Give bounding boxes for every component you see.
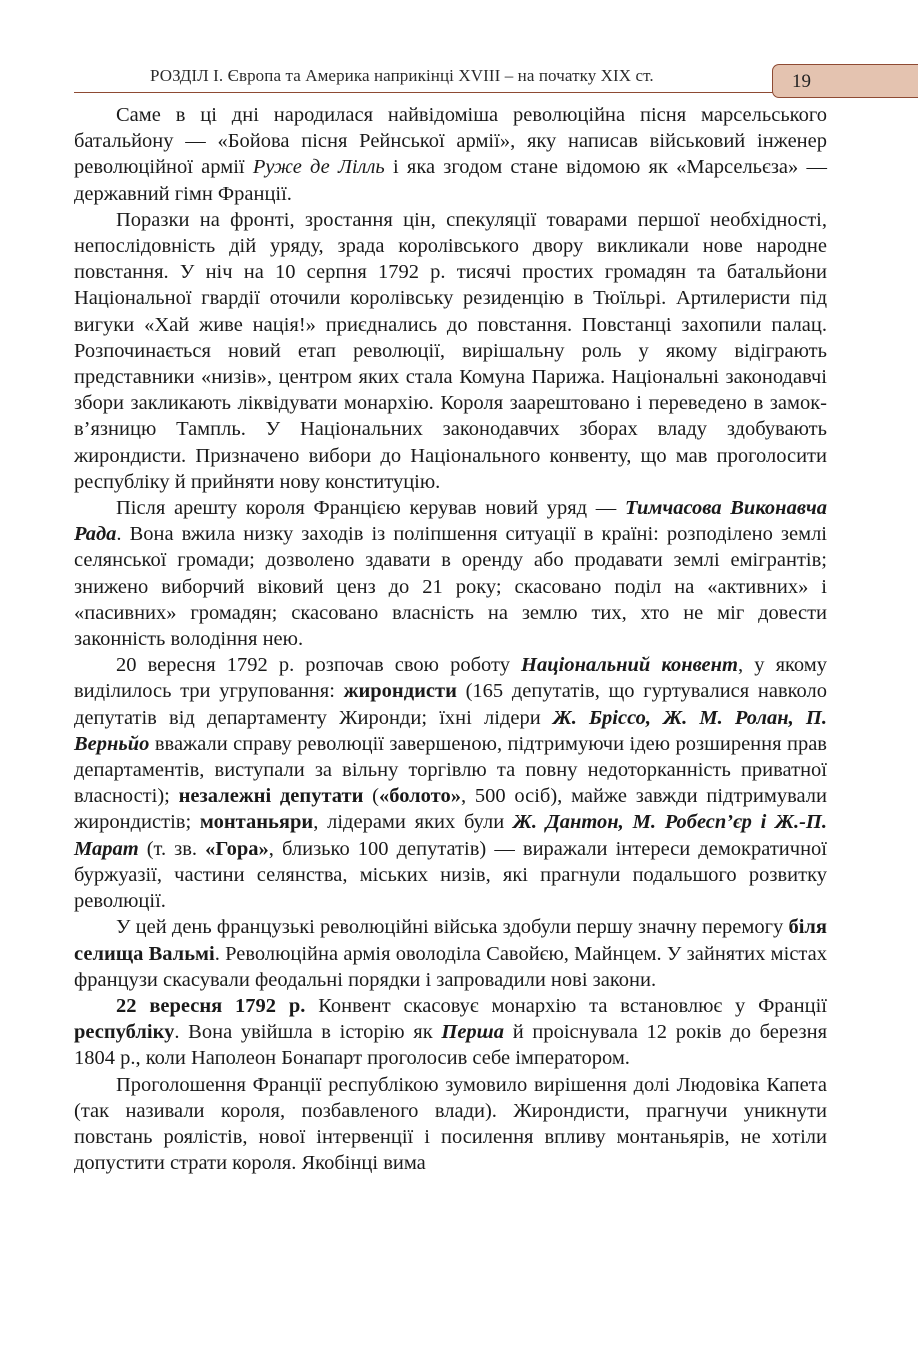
key-term: Національний конвент [521, 654, 738, 677]
key-term: «болото» [378, 785, 461, 808]
text-run: . Революційна армія оволоділа Савойєю, Майнцем. У зайнятих містах французи скасували феодальні порядки і запровадили нові закони. [74, 942, 827, 991]
text-run: , 500 осіб), майже завжди підтримували жирондистів; [74, 785, 827, 834]
text-run: Конвент скасовує монархію та встановлює у Франції [305, 994, 827, 1017]
text-run: Після арешту короля Францією керував новий уряд — [116, 497, 625, 520]
key-date: 22 вересня 1792 р. [116, 994, 306, 1017]
key-term: Перша [441, 1021, 505, 1044]
page-number: 19 [792, 71, 811, 92]
text-run: , у якому виділилось три угруповання: [74, 654, 827, 703]
key-names: Ж. Бріссо, Ж. М. Ролан, П. Верньйо [74, 706, 827, 755]
text-run: (165 депутатів, що гуртувалися навколо депутатів від департаменту Жиронди; їхні лідери [74, 680, 828, 729]
text-run: У цей день французькі революційні війська здобули першу значну перемогу [116, 916, 789, 939]
text-run: Проголошення Франції республікою зумовило вирішення долі Людовіка Капета (так називали короля, позбавленого влади). Жирондисти, прагнучи уникнути повстань роялістів, нової інтервенції і посилення впливу монтаньярів, не хотіли допустити страти короля. Якобінці вима [74, 1073, 827, 1175]
text-run: , лідерами яких були [313, 811, 514, 834]
paragraph [74, 1072, 827, 1177]
text-run: , близько 100 депутатів) — виражали інтереси демократичної буржуазії, частини селянства, міських низів, які прагнули подальшого розвитку революції. [74, 837, 827, 913]
text-run: 20 вересня 1792 р. розпочав свою роботу [116, 654, 522, 677]
paragraph [74, 207, 827, 495]
text-run: ( [363, 785, 379, 808]
text-run: вважали справу революції завершеною, підтримуючи ідею розширення прав департаментів, виступали за вільну торгівлю та повну недоторканність приватної власності); [74, 732, 827, 808]
paragraph [74, 102, 827, 207]
text-run: Поразки на фронті, зростання цін, спекуляції товарами першої необхідності, непослідовність дій уряду, зрада королівського двору викликали нове народне повстання. У ніч на 10 серпня 1792 р. тисячі простих громадян та батальйони Національної гвардії оточили королівську резиденцію в Тюїльрі. Артилеристи під вигуки «Хай живе нація!» приєднались до повстання. Повстанці захопили палац. Розпочинається новий етап революції, вирішальну роль у якому відіграють представники «низів», центром яких стала Комуна Парижа. Національні законодавчі збори закликають ліквідувати монархію. Короля заарештовано і переведено в замок-в’язницю Тампль. У Національних законодавчих зборах владу здобувають жирондисти. Призначено вибори до Національного конвенту, що мав проголосити республіку й прийняти нову конституцію. [74, 208, 827, 493]
text-run: й проіснувала 12 років до березня 1804 р., коли Наполеон Бонапарт проголосив себе імператором. [74, 1021, 827, 1070]
paragraph [74, 495, 827, 652]
page-header [0, 0, 918, 100]
key-term: Тимчасова Виконавча Рада [74, 497, 827, 546]
paragraph [74, 652, 827, 914]
italic-name: Руже де Лілль [252, 156, 385, 179]
paragraph [74, 993, 827, 1072]
key-term: жирондисти [343, 680, 457, 703]
text-run: (т. зв. [138, 837, 206, 860]
text-run: Саме в ці дні народилася найвідоміша революційна пісня марсельського батальйону — «Бойова пісня Рейнської армії», яку написав військовий інженер революційної армії [74, 104, 827, 179]
header-rule [74, 92, 780, 93]
text-run: . Вона вжила низку заходів із поліпшення ситуації в країні: розподілено землі селянської громади; дозволено здавати в оренду або продавати землі емігрантів; знижено виборчий віковий ценз до 21 року; скасовано поділ на «активних» і «пасивних» громадян; скасовано власність на землю тих, хто не міг довести законність володіння нею. [74, 523, 827, 651]
key-term: «Гора» [205, 837, 269, 860]
text-run: і яка згодом стане відомою як «Марсельєза» — державний гімн Франції. [74, 156, 827, 205]
key-term: незалежні депутати [178, 785, 364, 808]
key-names: Ж. Дантон, М. Робесп’єр і Ж.-П. Марат [74, 811, 827, 860]
body-text [74, 102, 827, 1176]
key-term: монтаньяри [199, 811, 314, 834]
paragraph [74, 914, 827, 993]
running-head: РОЗДІЛ І. Європа та Америка наприкінці XVIII – на початку XIX ст. [150, 66, 654, 85]
key-term: біля селища Вальмі [74, 916, 827, 965]
key-term: республіку [74, 1021, 175, 1044]
text-run: . Вона увійшла в історію як [174, 1021, 442, 1044]
